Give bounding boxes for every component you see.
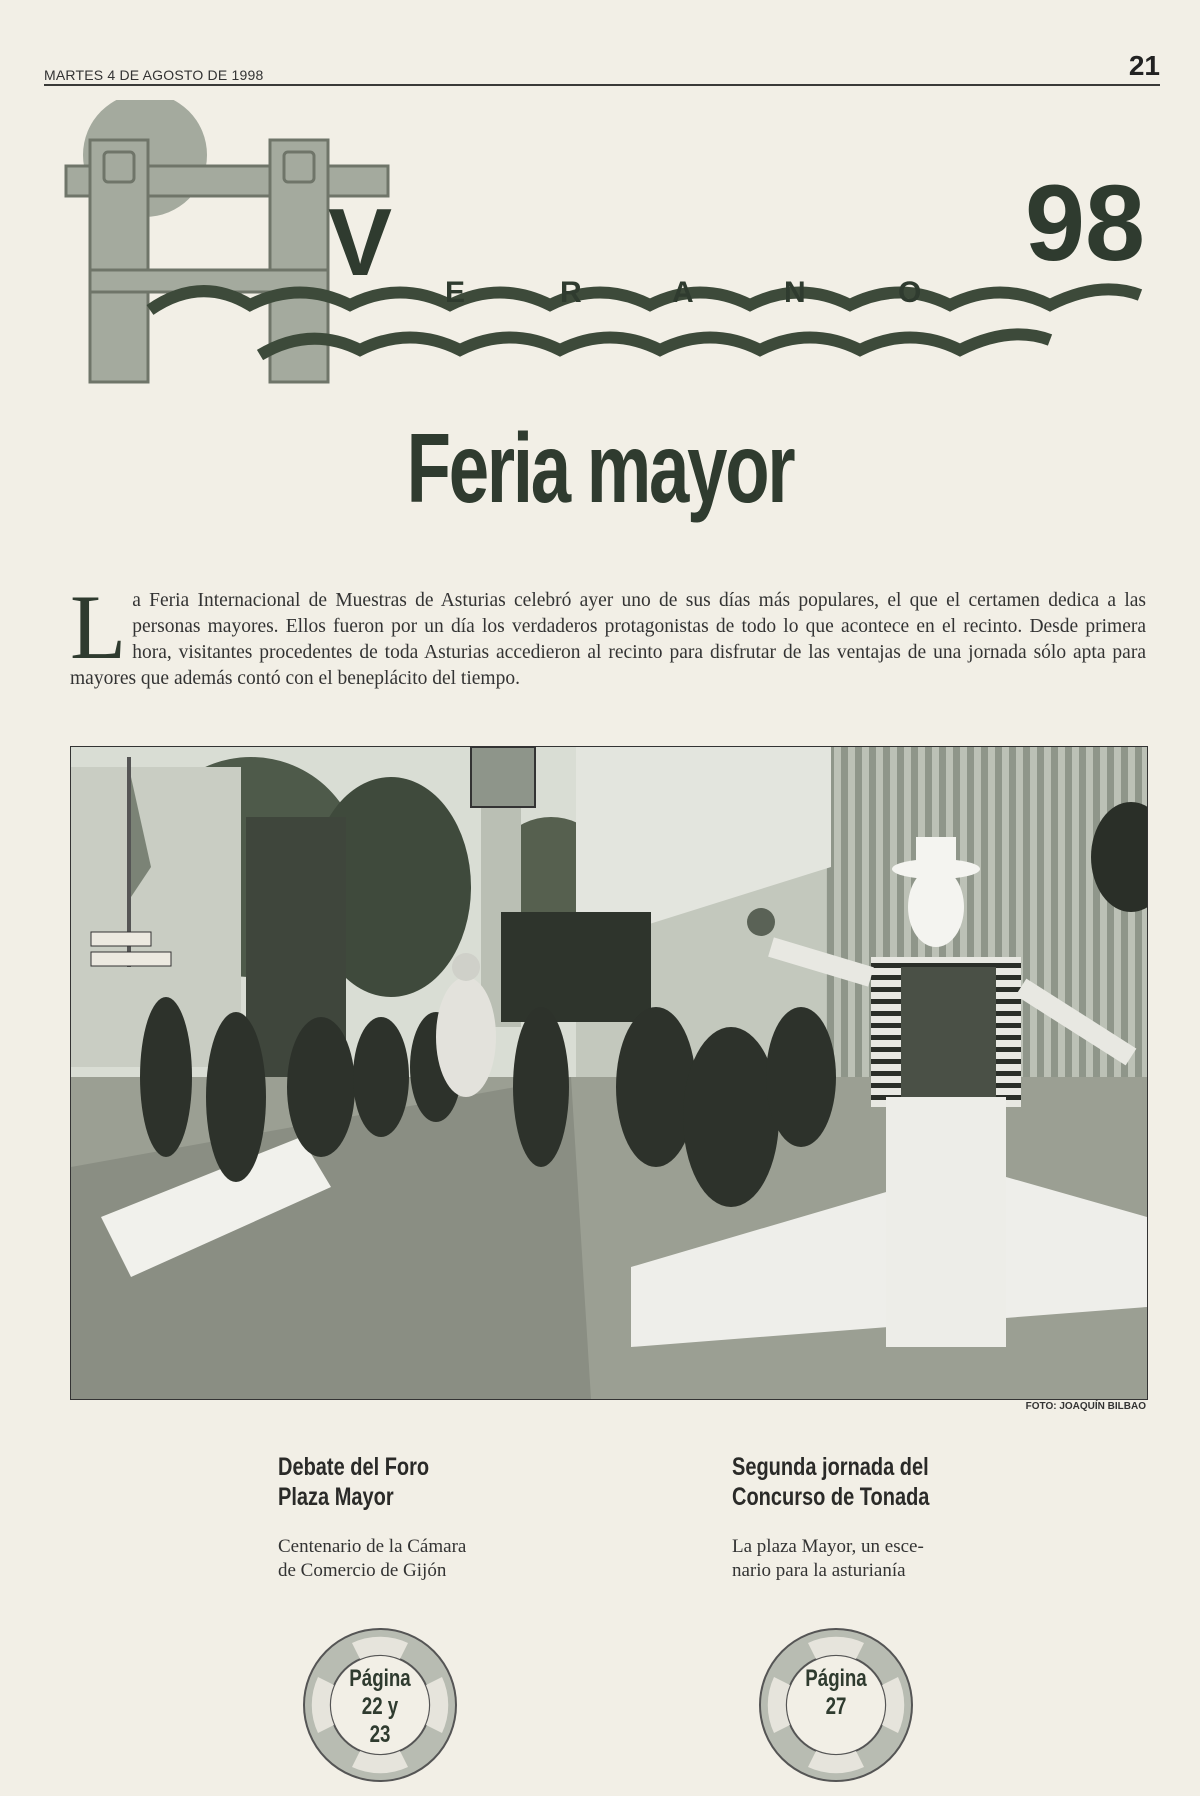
photo-scene — [71, 747, 1147, 1399]
letter-o: O — [898, 276, 922, 309]
page-ref-ring-2 — [756, 1625, 916, 1785]
teaser-1-title-line2: Plaza Mayor — [278, 1483, 394, 1511]
teaser-2-sub-line1: La plaza Mayor, un esce- — [732, 1536, 924, 1557]
letter-r: R — [560, 276, 582, 309]
teaser-1-title-line1: Debate del Foro — [278, 1453, 430, 1481]
letter-v: V — [328, 189, 393, 296]
lead-text: a Feria Internacional de Muestras de Asturias celebró ayer uno de sus días más populares, el que el certamen dedica a las personas mayores. Ellos fueron por un día los verdaderos protagonistas de todo lo que acontece en el recinto. Desde primera hora, visitantes procedentes de toda Asturias accedieron al recinto para disfrutar de las ventajas de una jornada sólo apta para mayores que además contó con el beneplácito del tiempo. — [70, 590, 1146, 689]
letter-n: N — [784, 276, 806, 309]
teaser-2-subtitle — [732, 1535, 962, 1583]
teaser-1-title — [278, 1452, 429, 1512]
page-ref-ring-1 — [300, 1625, 460, 1785]
drop-cap: L — [70, 576, 127, 678]
verano-98-masthead — [60, 100, 1150, 390]
teaser-2-title — [732, 1452, 929, 1512]
lead-paragraph — [70, 576, 1146, 692]
teaser-1-subtitle — [278, 1535, 528, 1583]
header-rule — [44, 84, 1160, 86]
letter-e: E — [445, 276, 466, 309]
year-98: 98 — [1025, 162, 1145, 283]
teaser-1-sub-line2: de Comercio de Gijón — [278, 1560, 447, 1581]
issue-date: MARTES 4 DE AGOSTO DE 1998 — [44, 67, 264, 83]
headline: Feria mayor — [406, 413, 794, 523]
teaser-2-sub-line2: nario para la asturianía — [732, 1560, 906, 1581]
page-label-2: Página — [805, 1665, 867, 1692]
page-label-1: Página — [349, 1665, 411, 1692]
page-value-1: 22 y 23 — [361, 1693, 399, 1748]
feria-photo — [70, 746, 1148, 1400]
letter-a: A — [672, 276, 694, 309]
page-number: 21 — [1128, 50, 1160, 81]
teaser-2-title-line2: Concurso de Tonada — [732, 1483, 930, 1511]
wave-bottom — [260, 334, 1050, 355]
teaser-2-title-line1: Segunda jornada del — [732, 1453, 929, 1481]
teaser-1-sub-line1: Centenario de la Cámara — [278, 1536, 467, 1557]
page-value-2: 27 — [825, 1693, 847, 1720]
photo-credit: FOTO: JOAQUÍN BILBAO — [1025, 1401, 1146, 1412]
